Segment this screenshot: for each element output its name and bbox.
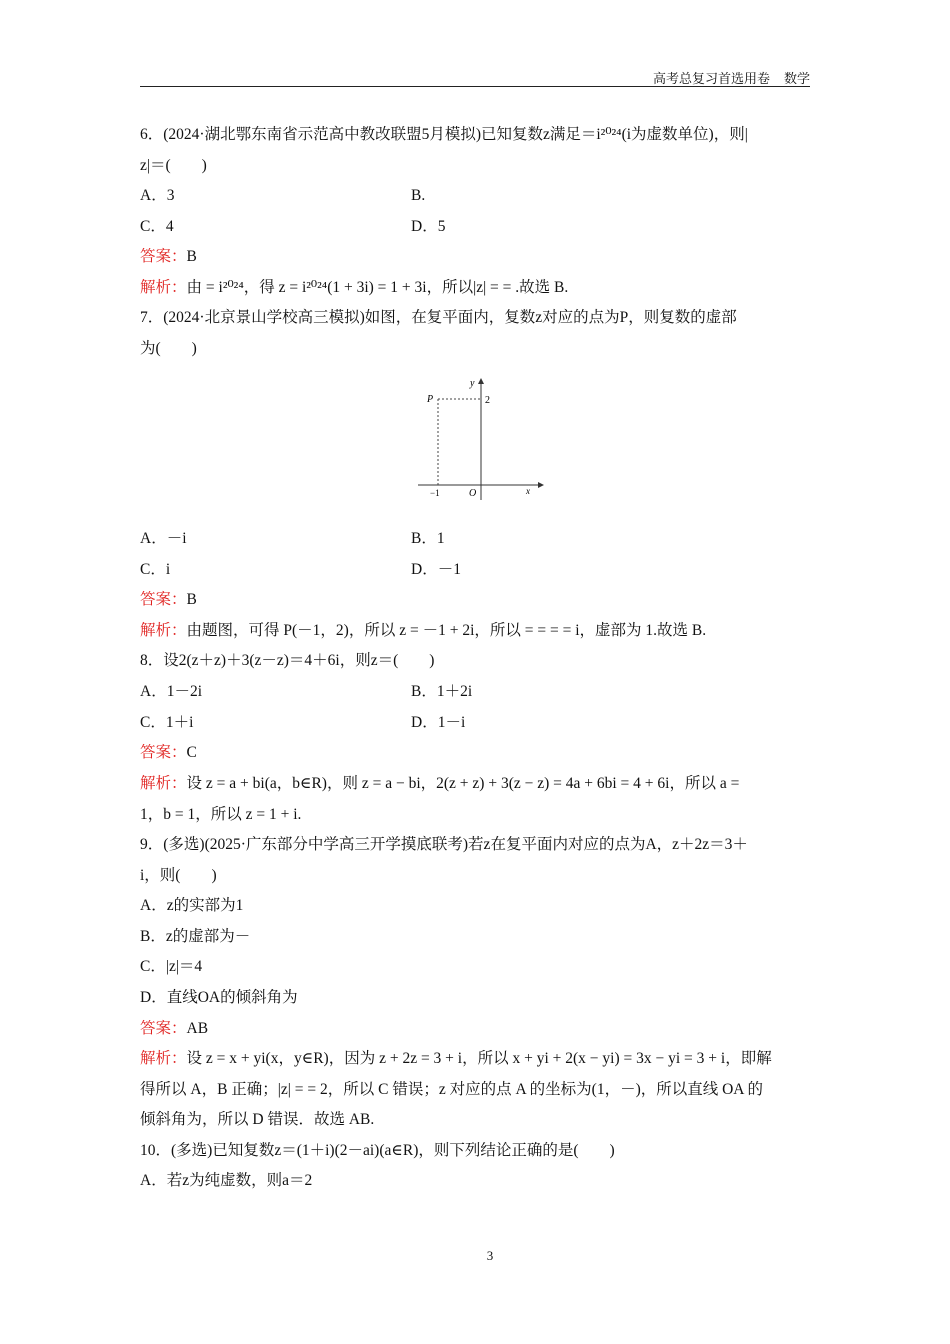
- analysis-label: 解析：: [140, 622, 187, 639]
- x-label: x: [526, 486, 530, 496]
- line-text: D．直线OA的倾斜角为: [140, 989, 298, 1006]
- text-line: [140, 1141, 812, 1161]
- answer-label: 答案：: [140, 248, 187, 265]
- text-line: [140, 339, 812, 359]
- line-text: B: [186, 248, 197, 265]
- text-line: [140, 1110, 812, 1130]
- option-right: B．1: [411, 530, 445, 547]
- line-text: 7．(2024·北京景山学校高三模拟)如图，在复平面内，复数z对应的点为P，则复数的虚部: [140, 309, 737, 326]
- line-text: 倾斜角为，所以 D 错误．故选 AB.: [140, 1111, 375, 1128]
- line-text: B: [186, 591, 197, 608]
- line-text: i，则( ): [140, 867, 217, 884]
- analysis-label: 解析：: [140, 1050, 187, 1067]
- text-line: [140, 957, 812, 977]
- line-text: C．4: [140, 218, 174, 235]
- line-text: 为( ): [140, 340, 197, 357]
- analysis-label: 解析：: [140, 279, 187, 296]
- line-text: 8．设2(z＋z)＋3(z－z)＝4＋6i，则z＝( ): [140, 652, 435, 669]
- line-text: 设 z = x + yi(x，y∈R)，因为 z + 2z = 3 + i，所以 x + yi + 2(x − yi) = 3x − yi = 3 + i，即解: [186, 1050, 772, 1067]
- text-line: [140, 988, 812, 1008]
- option-right: B．1＋2i: [411, 683, 473, 700]
- line-text: C．i: [140, 561, 171, 578]
- text-line: [140, 186, 812, 206]
- text-line: [140, 896, 812, 916]
- text-line: [140, 1080, 812, 1100]
- text-line: [140, 805, 812, 825]
- answer-label: 答案：: [140, 591, 187, 608]
- page-number: 3: [486, 1248, 494, 1263]
- line-text: 设 z = a + bi(a，b∈R)，则 z = a − bi，2(z + z) + 3(z − z) = 4a + 6bi = 4 + 6i，所以 a =: [186, 775, 740, 792]
- line-text: C．1＋i: [140, 714, 194, 731]
- option-right: D．1－i: [411, 714, 466, 731]
- y-arrow-icon: [478, 378, 484, 384]
- line-text: 得所以 A，B 正确；|z| = = 2，所以 C 错误；z 对应的点 A 的坐标为(1，－)，所以直线 OA 的: [140, 1081, 764, 1098]
- page-header: [639, 68, 810, 87]
- line-text: C．|z|＝4: [140, 958, 203, 975]
- text-line: [140, 1019, 812, 1039]
- header-title: 高考总复习首选用卷: [652, 71, 770, 86]
- text-line: [140, 560, 812, 580]
- text-line: [140, 713, 812, 733]
- header-subject: 数学: [783, 71, 810, 86]
- text-line: [140, 927, 812, 947]
- text-line: [140, 529, 812, 549]
- text-line: [140, 621, 812, 641]
- line-text: A．z的实部为1: [140, 897, 244, 914]
- answer-label: 答案：: [140, 1020, 187, 1037]
- line-text: 1，b = 1，所以 z = 1 + i.: [140, 806, 302, 823]
- header-rule: [140, 86, 810, 87]
- text-line: [140, 835, 812, 855]
- text-line: [140, 1171, 812, 1191]
- line-text: A．－i: [140, 530, 187, 547]
- line-text: A．若z为纯虚数，则a＝2: [140, 1172, 313, 1189]
- option-right: D．5: [411, 218, 446, 235]
- text-line: [140, 651, 812, 671]
- text-line: [140, 743, 812, 763]
- line-text: AB: [186, 1020, 209, 1037]
- option-right: D．－1: [411, 561, 461, 578]
- text-line: [140, 247, 812, 267]
- text-line: [140, 278, 812, 298]
- text-line: [140, 590, 812, 610]
- line-text: 9．(多选)(2025·广东部分中学高三开学摸底联考)若z在复平面内对应的点为A，z＋2z＝3＋: [140, 836, 748, 853]
- line-text: B．z的虚部为－: [140, 928, 251, 945]
- complex-plane-figure: [410, 372, 550, 507]
- text-line: [140, 217, 812, 237]
- line-text: 由 = i²⁰²⁴，得 z = i²⁰²⁴(1 + 3i) = 1 + 3i，所以|z| = = .故选 B.: [186, 279, 569, 296]
- answer-label: 答案：: [140, 744, 187, 761]
- line-text: C: [186, 744, 197, 761]
- line-text: 10．(多选)已知复数z＝(1＋i)(2－ai)(a∈R)，则下列结论正确的是( ): [140, 1142, 615, 1159]
- line-text: 6．(2024·湖北鄂东南省示范高中教改联盟5月模拟)已知复数z满足＝i²⁰²⁴(i为虚数单位)，则|: [140, 126, 748, 143]
- text-line: [140, 866, 812, 886]
- text-line: [140, 308, 812, 328]
- text-line: [140, 156, 812, 176]
- point-p-label: P: [427, 394, 434, 405]
- text-line: [140, 1049, 812, 1069]
- y-label: y: [470, 378, 475, 389]
- origin-label: O: [469, 488, 477, 499]
- line-text: z|＝( ): [140, 157, 207, 174]
- text-line: [140, 774, 812, 794]
- tick-2: 2: [485, 395, 490, 406]
- text-line: [140, 682, 812, 702]
- text-line: [140, 125, 812, 145]
- line-text: A．1－2i: [140, 683, 203, 700]
- option-right: B.: [411, 187, 426, 204]
- line-text: A．3: [140, 187, 175, 204]
- x-arrow-icon: [538, 482, 544, 488]
- tick-neg1: −1: [430, 488, 440, 498]
- analysis-label: 解析：: [140, 775, 187, 792]
- line-text: 由题图，可得 P(－1，2)，所以 z = －1 + 2i，所以 = = = = i，虚部为 1.故选 B.: [186, 622, 707, 639]
